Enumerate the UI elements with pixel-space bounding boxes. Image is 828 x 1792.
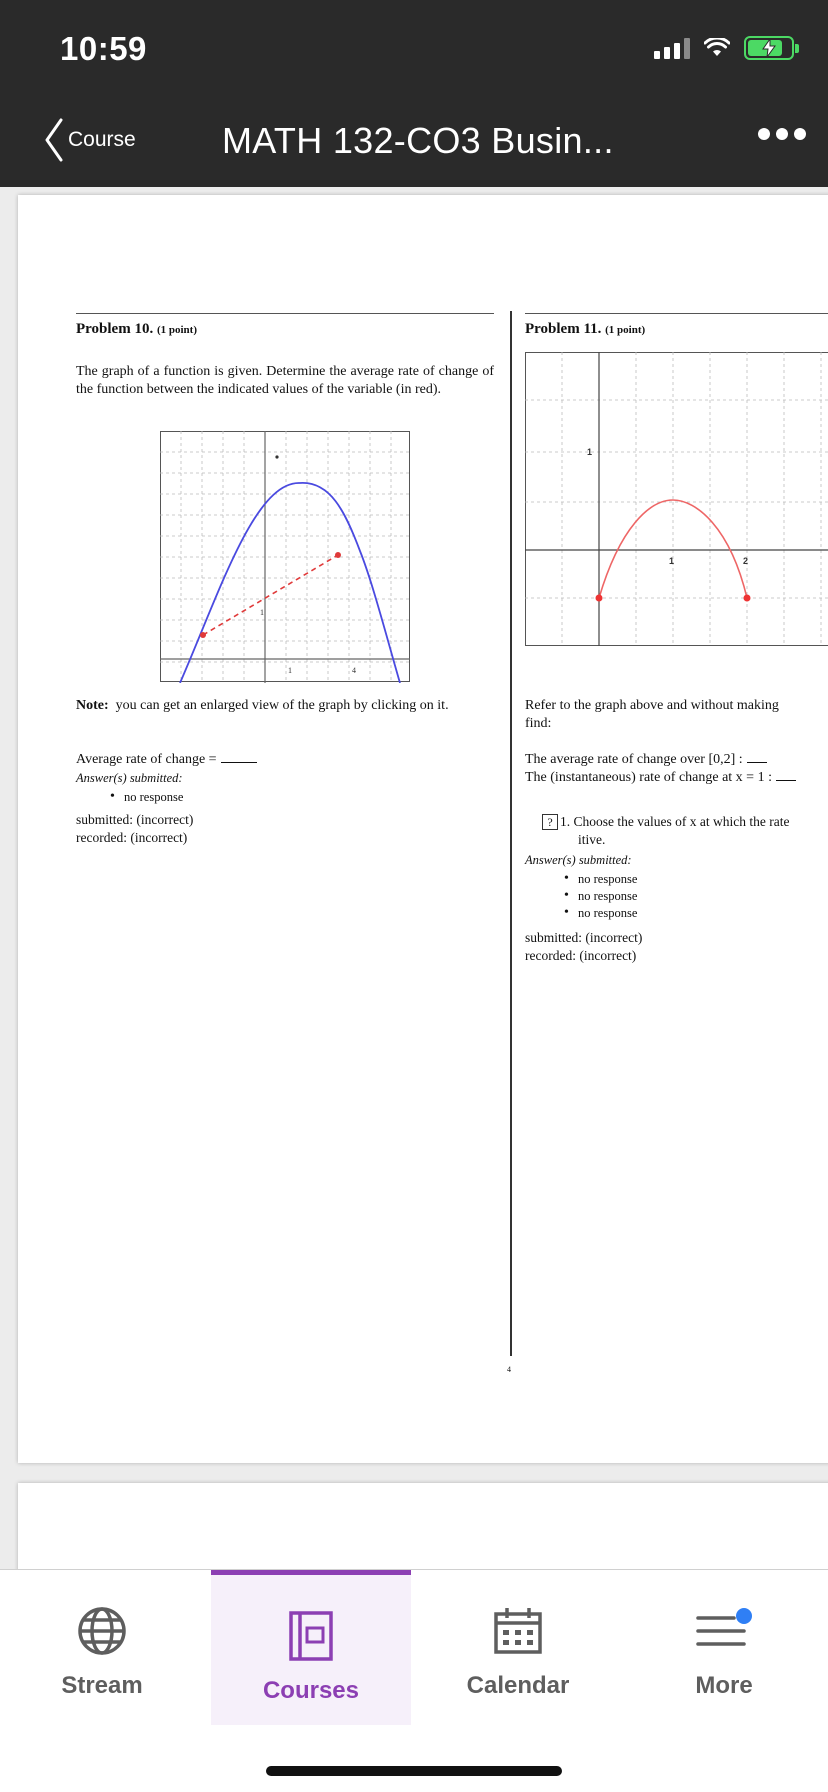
problem-10-title: Problem 10. (1 point) xyxy=(76,321,197,337)
problem-11-graph[interactable] xyxy=(525,352,828,646)
problem-11-choice-box[interactable]: ? xyxy=(542,814,558,830)
document-page xyxy=(18,195,828,1463)
problem-11-title: Problem 11. (1 point) xyxy=(525,321,646,337)
page-title: MATH 132-CO3 Busin... xyxy=(222,120,614,161)
tab-courses[interactable] xyxy=(211,1570,411,1725)
more-options-icon[interactable] xyxy=(758,128,806,140)
problem-11-choose: ? 1. Choose the values of x at which the rate xyxy=(542,813,789,831)
problem-10-graph[interactable] xyxy=(160,431,410,683)
svg-text:4: 4 xyxy=(352,666,356,675)
problem-11-choose-cont: itive. xyxy=(578,832,606,847)
problem-10-submitted-status: submitted: (incorrect) xyxy=(76,812,194,827)
battery-charging-icon xyxy=(744,36,794,60)
list-item: • no response xyxy=(562,905,637,922)
column-divider xyxy=(510,311,512,1356)
problem-11-inst-rate: The (instantaneous) rate of change at x = 1 : xyxy=(525,769,796,787)
tab-calendar-label: Calendar xyxy=(466,1672,570,1699)
svg-text:1: 1 xyxy=(669,556,675,566)
tab-more-label: More xyxy=(695,1672,753,1699)
back-button[interactable] xyxy=(44,118,136,162)
tab-more[interactable] xyxy=(624,1570,824,1725)
svg-text:1: 1 xyxy=(288,666,292,675)
problem-11-avg-rate-input[interactable] xyxy=(747,751,767,763)
tab-calendar[interactable] xyxy=(418,1570,618,1725)
tab-stream-label: Stream xyxy=(61,1672,143,1699)
home-indicator[interactable] xyxy=(266,1766,562,1776)
wifi-icon xyxy=(704,38,730,58)
bottom-tab-bar xyxy=(0,1569,828,1792)
problem-10-answer-input[interactable] xyxy=(221,751,257,763)
status-icons xyxy=(654,36,794,60)
problem-11-find-text: find: xyxy=(525,716,552,731)
courses-book-icon xyxy=(288,1610,334,1662)
problem-11-recorded-status: recorded: (incorrect) xyxy=(525,948,637,963)
calendar-icon xyxy=(493,1606,543,1656)
svg-text:1: 1 xyxy=(587,447,593,457)
svg-text:2: 2 xyxy=(743,556,749,566)
more-menu-icon xyxy=(694,1606,754,1656)
list-item: • no response xyxy=(562,871,637,888)
next-document-page xyxy=(18,1483,828,1569)
status-time: 10:59 xyxy=(60,30,147,67)
problem-11-refer-text: Refer to the graph above and without making xyxy=(525,698,779,713)
list-item: • no response xyxy=(562,888,637,905)
problem-10-note: Note: you can get an enlarged view of the graph by clicking on it. xyxy=(76,698,449,713)
tab-stream[interactable] xyxy=(2,1570,202,1725)
problem-10-answer-line: Average rate of change = xyxy=(76,751,494,769)
chevron-left-icon xyxy=(44,118,64,162)
problem-11-avg-rate: The average rate of change over [0,2] : xyxy=(525,751,767,769)
globe-icon xyxy=(77,1606,127,1656)
problem-10-recorded-status: recorded: (incorrect) xyxy=(76,830,188,845)
problem-10-responses xyxy=(108,789,183,806)
problem-11-submitted-header: Answer(s) submitted: xyxy=(525,853,632,867)
problem-11-submitted-status: submitted: (incorrect) xyxy=(525,930,643,945)
problem-11-responses xyxy=(562,871,637,922)
back-label: Course xyxy=(68,128,136,151)
svg-text:1: 1 xyxy=(260,608,264,617)
document-viewer[interactable] xyxy=(0,187,828,1569)
problem-11-inst-rate-input[interactable] xyxy=(776,769,796,781)
top-bar xyxy=(0,0,828,187)
tab-courses-label: Courses xyxy=(262,1677,360,1704)
signal-icon xyxy=(654,37,690,59)
page-number: 4 xyxy=(507,1365,511,1374)
problem-10-prompt: The graph of a function is given. Determine the average rate of change of the function between the indicated values of the variable (in red). xyxy=(76,364,494,397)
problem-10-submitted-header: Answer(s) submitted: xyxy=(76,771,183,785)
list-item: • no response xyxy=(108,789,183,806)
